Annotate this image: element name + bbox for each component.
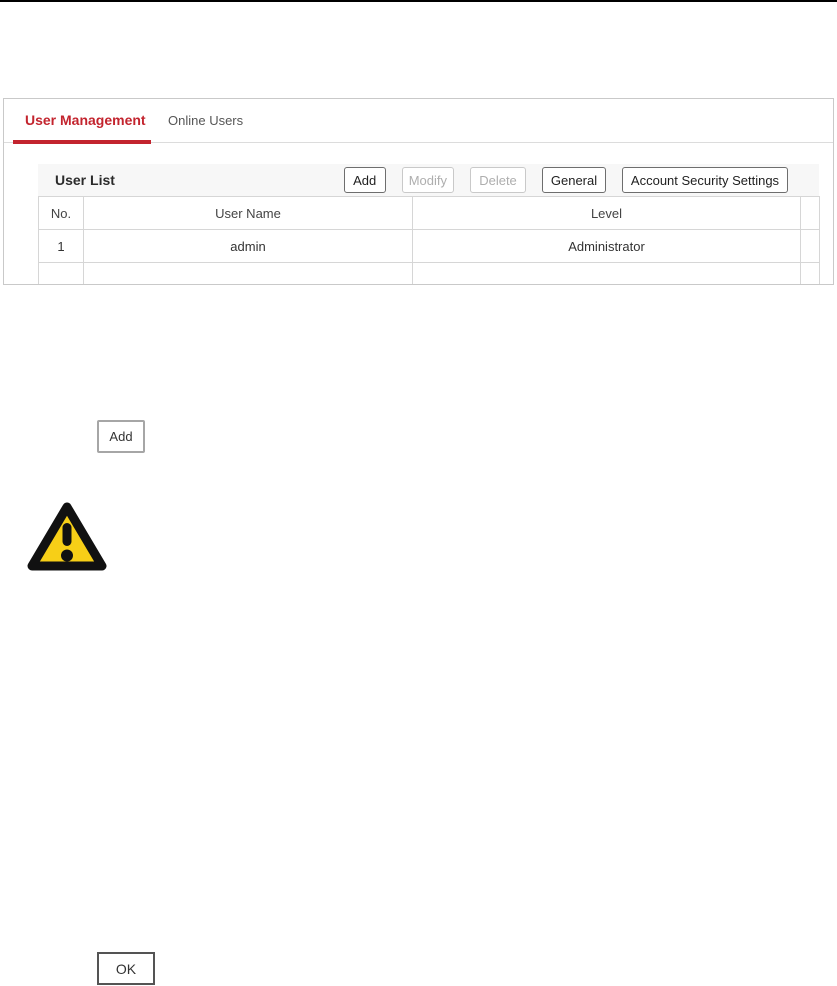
column-header-user-name: User Name xyxy=(84,197,413,230)
add-button[interactable]: Add xyxy=(344,167,386,193)
user-list-title: User List xyxy=(55,172,115,188)
table-row[interactable] xyxy=(39,230,820,263)
user-list-table xyxy=(38,196,820,285)
modify-button[interactable]: Modify xyxy=(402,167,454,193)
account-security-settings-button[interactable]: Account Security Settings xyxy=(622,167,788,193)
column-header-level: Level xyxy=(413,197,801,230)
toolbar-buttons xyxy=(344,167,788,193)
caution-triangle-icon xyxy=(26,500,108,572)
tab-user-management[interactable]: User Management xyxy=(25,112,146,128)
cell-spacer xyxy=(801,230,820,263)
cell-user-name: admin xyxy=(84,230,413,263)
delete-button[interactable]: Delete xyxy=(470,167,526,193)
cell-level xyxy=(413,263,801,286)
cell-no: 1 xyxy=(39,230,84,263)
active-tab-underline xyxy=(13,140,151,144)
column-header-no: No. xyxy=(39,197,84,230)
column-header-spacer xyxy=(801,197,820,230)
cell-no xyxy=(39,263,84,286)
page-top-rule xyxy=(0,0,837,2)
cell-spacer xyxy=(801,263,820,286)
add-button-illustration[interactable]: Add xyxy=(97,420,145,453)
cell-level: Administrator xyxy=(413,230,801,263)
table-row-empty xyxy=(39,263,820,286)
user-management-screenshot-panel xyxy=(3,98,834,285)
ok-button-illustration[interactable]: OK xyxy=(97,952,155,985)
general-button[interactable]: General xyxy=(542,167,606,193)
cell-user-name xyxy=(84,263,413,286)
user-list-toolbar xyxy=(38,164,819,196)
tab-online-users[interactable]: Online Users xyxy=(168,113,244,128)
table-header-row xyxy=(39,197,820,230)
